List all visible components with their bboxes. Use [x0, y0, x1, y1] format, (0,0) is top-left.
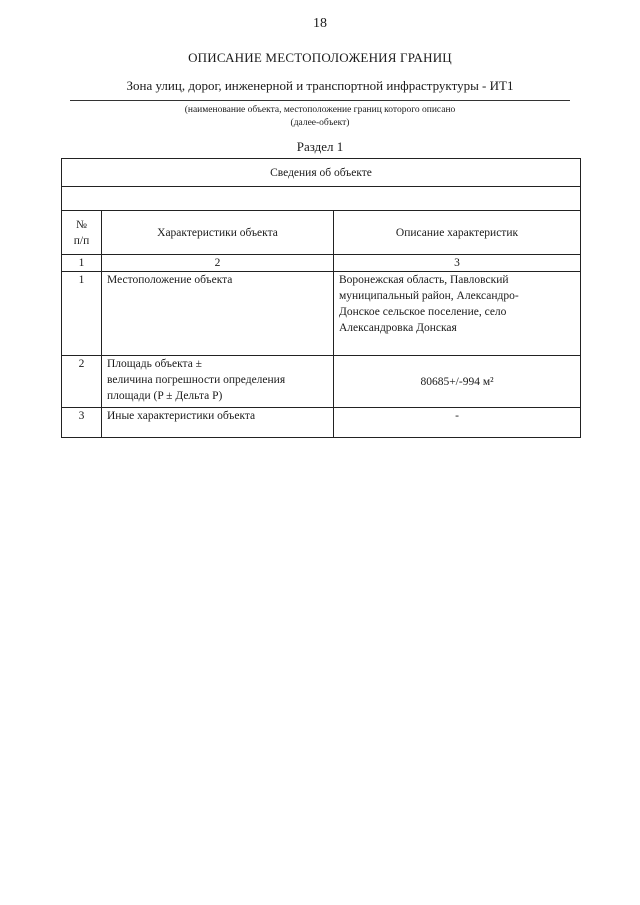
row-1-description-line-2: муниципальный район, Александро- — [339, 290, 519, 302]
row-1-num: 1 — [62, 272, 102, 356]
row-1-description-line-3: Донское сельское поселение, село — [339, 306, 507, 318]
object-name-underline — [70, 100, 570, 101]
header-num-line-2: п/п — [73, 234, 90, 247]
table-heading-row — [62, 159, 581, 187]
object-name-caption — [0, 104, 640, 130]
row-3-characteristic: Иные характеристики объекта — [102, 408, 334, 438]
header-num — [62, 211, 102, 255]
table-row — [62, 272, 581, 356]
object-info-table — [61, 158, 581, 438]
row-2-num: 2 — [62, 356, 102, 408]
row-3-num: 3 — [62, 408, 102, 438]
section-label: Раздел 1 — [296, 139, 344, 154]
row-2-characteristic-line-1: Площадь объекта ± — [107, 358, 202, 370]
caption-line-2: (далее-объект) — [290, 118, 350, 128]
table-row — [62, 356, 581, 408]
object-name: Зона улиц, дорог, инженерной и транспортной инфраструктуры - ИТ1 — [126, 78, 514, 93]
header-num-line-1: № — [76, 218, 87, 231]
caption-line-1: (наименование объекта, местоположение границ которого описано — [184, 105, 456, 115]
table-row — [62, 408, 581, 438]
column-number-2: 2 — [102, 255, 334, 272]
column-number-3: 3 — [334, 255, 581, 272]
row-2-characteristic — [102, 356, 334, 408]
document-title: ОПИСАНИЕ МЕСТОПОЛОЖЕНИЯ ГРАНИЦ — [188, 50, 452, 65]
page-number: 18 — [313, 16, 327, 31]
table-header-row — [62, 211, 581, 255]
row-3-description: - — [334, 408, 581, 438]
column-number-1: 1 — [62, 255, 102, 272]
table-heading: Сведения об объекте — [62, 159, 581, 187]
row-2-characteristic-line-3: площади (P ± Дельта P) — [107, 390, 223, 402]
row-1-description — [334, 272, 581, 356]
header-description: Описание характеристик — [334, 211, 581, 255]
row-1-description-line-1: Воронежская область, Павловский — [339, 274, 509, 286]
row-1-characteristic: Местоположение объекта — [102, 272, 334, 356]
row-2-description: 80685+/-994 м² — [334, 356, 581, 408]
table-spacer-row — [62, 187, 581, 211]
header-characteristic: Характеристики объекта — [102, 211, 334, 255]
row-1-description-line-4: Александровка Донская — [339, 322, 457, 334]
column-number-row — [62, 255, 581, 272]
row-2-characteristic-line-2: величина погрешности определения — [107, 374, 286, 386]
table-spacer-cell — [62, 187, 581, 211]
